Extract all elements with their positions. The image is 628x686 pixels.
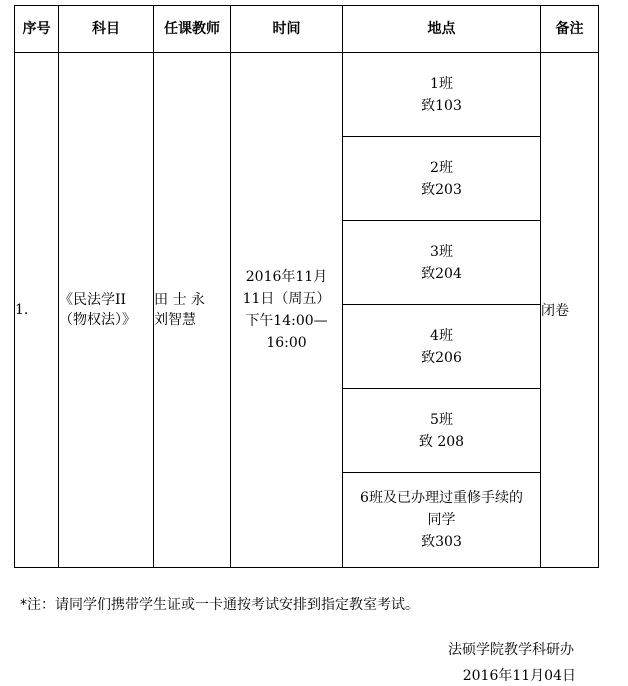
time-line-1: 2016年11月 [245,269,328,285]
place-room: 致204 [421,265,462,282]
place-class: 6班及已办理过重修手续的同学 [360,490,523,528]
footer-org: 法硕学院教学科研办 [448,642,574,658]
place-class: 3班 [430,243,453,260]
place-room: 致303 [421,534,462,550]
cell-note: 闭卷 [541,53,599,568]
footer-date: 2016年11月04日 [462,668,576,684]
header-note: 备注 [541,6,599,53]
cell-subject: 《民法学II（物权法）》 [59,53,154,568]
place-item [343,305,540,389]
place-class: 4班 [430,327,453,344]
place-item [343,53,540,137]
teacher-name-2: 刘智慧 [154,312,196,328]
place-class: 5班 [430,411,453,428]
place-item [343,221,540,305]
header-place: 地点 [343,6,541,53]
table-header-row [15,6,599,53]
header-time: 时间 [231,6,343,53]
teacher-name-1: 田 士 永 [154,292,205,308]
place-class: 2班 [430,159,453,176]
place-item [343,389,540,473]
place-list [343,53,540,567]
header-subject: 科目 [59,6,154,53]
footer-note: *注：请同学们携带学生证或一卡通按考试安排到指定教室考试。 [20,597,419,613]
place-item [343,473,540,567]
table-row [15,53,599,568]
place-room: 致 208 [418,433,465,450]
header-no: 序号 [15,6,59,53]
place-item [343,137,540,221]
place-room: 致203 [421,181,462,198]
place-room: 致103 [421,97,462,114]
cell-time [231,53,343,568]
time-line-4: 16:00 [266,335,307,351]
cell-places [343,53,541,568]
cell-no: 1. [15,53,59,568]
exam-schedule-table [14,5,599,568]
header-teacher: 任课教师 [154,6,231,53]
cell-teacher [154,53,231,568]
time-line-3: 下午14:00— [245,313,328,329]
place-room: 致206 [421,349,462,366]
time-line-2: 11日（周五） [242,291,331,307]
place-class: 1班 [430,75,453,92]
